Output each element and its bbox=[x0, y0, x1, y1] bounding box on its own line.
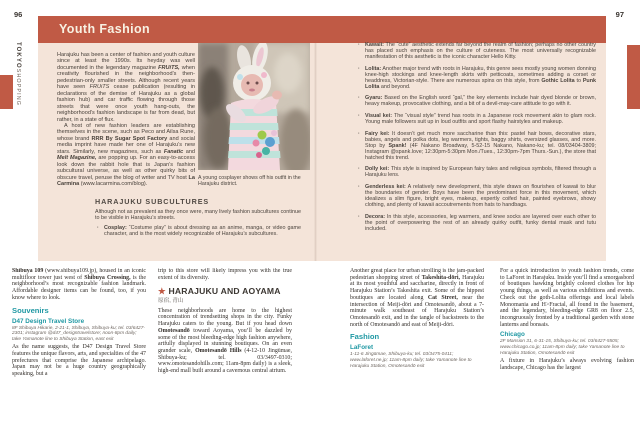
listing-info-chicago: 2F Mansion 31, 6-31-15, Shibuya-ku; tel. 03/6427-5505; www.chicago.co.jp; 11am-8pm daily; take Yamanote line to Harajuku Station, Omotesandō exit bbox=[500, 339, 625, 356]
style-item-lolita: · Lolita: Another major trend with roots in Harajuku, this genre sees mostly young women donning knee-high stockings and knee-length skirts with petticoats, sometimes adding a corset or headdress, Victorian-style. There are numerous spins on this style, from Gothic Lolita to Punk Lolita and beyond. bbox=[356, 66, 596, 90]
style-item-fairy-kei: · Fairy kei: It doesn’t get much more saccharine than this: pastel hair bows, decorative stars, babies, angels and polka dots, leg warmers, tights, baggy shirts, oversized glasses, and more. Stop by Spank! (4F Nakano Broadway, 5-52-15 Nakano, Nakano-ku; tel. 08/03404-3809; Instagram @spank.love; 12:30pm-5:30pm Mon./Tues., 12:30pm-7pm Thurs.-Sun.), the store that hatched this trend. bbox=[356, 131, 596, 161]
section-heading-souvenirs: Souvenirs bbox=[12, 305, 49, 315]
body-paragraph: A fixture in Harajuku’s always evolving fashion landscape, Chicago has the largest bbox=[500, 358, 634, 371]
listing-info-laforet: 1-11-6 Jingūmae, Shibuya-ku; tel. 03/3475-0411; www.laforet.ne.jp; 11am-8pm daily; take Yamanote line to Harajuku Station, Omotesandō exit bbox=[350, 352, 472, 369]
chapter-tab-left bbox=[0, 75, 13, 109]
feature-title: Youth Fashion bbox=[59, 22, 151, 36]
listing-heading-laforet: LaForet bbox=[350, 344, 374, 352]
subcultures-list bbox=[95, 225, 301, 237]
cosplayer-photo bbox=[198, 43, 310, 170]
body-paragraph: As the name suggests, the D47 Design Travel Store features the unique flavors, arts, and specialties of the 47 prefectures that comprise the Japanese archipelago. Japan may not be a huge country geographically speaking, but a bbox=[12, 344, 146, 378]
intro-text-block bbox=[57, 52, 195, 188]
style-item-genderless-kei: · Genderless kei: A relatively new development, this style draws on flourishes of kawaii to blur the boundaries of gender. Boys have been the predominant force in this movement, which idealizes a slim figure, bright eyes, makeup, expertly coifed hair, painted eyebrows, showy clothing, and plenty of kawaii accoutrements from hats to handbags. bbox=[356, 184, 596, 208]
body-column-2 bbox=[158, 268, 292, 436]
subcultures-heading: HARAJUKU SUBCULTURES bbox=[95, 197, 210, 206]
intro-paragraph-1: Harajuku has been a center of fashion and youth culture since at least the 1990s. Its heyday was well documented in the legendary magazine FRUiTS, when creativity flourished in the neighborhood’s then-pedestrian-only smaller streets. Although recent years have seen FRUiTS cease publication (resulting in declarations of the demise of Harajuku as a global fashion hub) and car traffic flowing through those streets that were once youth hang-outs, the neighborhood’s fashion landscape is far from dead, but rather, in a state of flux. bbox=[57, 52, 195, 123]
intro-paragraph-2: A host of new fashion leaders are establishing themselves in the scene, such as Peco and Ailsa Rune, whose brand RRR By Sugar Spot Factory and social media imprint have made her one of Harajuku’s new stars. Similarly, new magazines, such as Fanatic and Melt Magazine, are popping up. For an easy-to-access look down the rabbit hole that is Japan’s fashion subcultural universe, as well as other quirky bits of obscure travel, peruse the blog of writer and TV host La Carmina (www.lacarmina.com/blog). bbox=[57, 122, 195, 188]
body-column-1 bbox=[12, 268, 146, 436]
listing-heading-chicago: Chicago bbox=[500, 331, 525, 339]
body-paragraph: trip to this store will likely impress you with the true extent of its diversity. bbox=[158, 268, 292, 281]
page-number-right: 97 bbox=[615, 10, 624, 19]
body-column-4 bbox=[500, 268, 634, 436]
body-column-3 bbox=[350, 268, 484, 436]
style-item-gyaru: · Gyaru: Based on the English word “gal,” the key elements include hair dyed blonde or brown, heavy makeup, provocative clothing, and a bit of a devil-may-care attitude to go with it. bbox=[356, 95, 596, 107]
cosplayer-photo-art bbox=[198, 43, 310, 170]
photo-caption: A young cosplayer shows off his outfit in the Harajuku district. bbox=[198, 175, 301, 188]
feature-box bbox=[38, 16, 606, 261]
style-item-decora: · Decora: In this style, accessories, leg warmers, and knee socks are layered over each other to the point of overpowering the rest of an already quirky outfit, funky dental mask and tutu included. bbox=[356, 214, 596, 232]
heading-text: HARAJUKU AND AOYAMA bbox=[168, 286, 281, 297]
style-item-kawaii: · Kawaii: The “cute” aesthetic extends far beyond the realm of fashion; perhaps no other country has placed such emphasis on the culture of cuteness. The most universally recognizable manifestation of this aesthetic is the iconic character Hello Kitty. bbox=[356, 42, 596, 60]
body-paragraph: These neighborhoods are home to the highest concentration of trendsetting shops in the city. Funky Harajuku caters to the young. But if you head down Omotesandō toward Aoyama, you’ll be dazzled by some of the most bleeding-edge high fashion anywhere, artfully displayed in stunning boutiques. On an even grander scale, Omotesandō Hills (4-12-10 Jingūmae, Shibuya-ku; tel. 03/3497-0310; www.omotesandohills.com; 11am-8pm daily) is a sleek, high-end mall built around a cavernous central atrium. bbox=[158, 307, 292, 375]
subcultures-section bbox=[95, 197, 301, 237]
style-item-visual-kei: · Visual kei: The “visual style” trend has roots in a Japanese rock movement akin to glam rock. Young male followers suit up in loud outfits and sport flashy hairstyles and makeup. bbox=[356, 113, 596, 125]
feature-title-bar bbox=[38, 16, 606, 43]
listing-info-d47: 8F Shibuya Hikarie, 2-21-1, Shibuya, Shibuya-ku; tel. 03/6427-2301; instagram @d47_designtravelstore; noon-8pm daily; take Yamanote line to Shibuya Station, east exit bbox=[12, 325, 145, 342]
body-paragraph: For a quick introduction to youth fashion trends, come to LaForet in Harajuku. Inside you’ll find a smorgasbord of boutiques hawking brightly colored clothes for hip young things, as well as various exhibitions and events. Check out the goth-Lolita offerings and local labels Monomania and H>Fractal, all found in the basement, and the legendary, bleeding-edge GR8 on floor 2.5, incongruously fronted by a traditional garden with stone lanterns and bonsais. bbox=[500, 268, 634, 328]
chapter-tab-right bbox=[627, 45, 640, 109]
style-item-cosplay: · Cosplay: “Costume play” is about dressing as an anime, manga, or video game character, and is the most widely recognizable of Harajuku’s subcultures. bbox=[95, 225, 301, 237]
subcultures-intro: Although not as prevalent as they once were, many lively fashion subcultures continue to be visible in Harajuku’s streets. bbox=[95, 209, 301, 222]
heading-harajuku-aoyama bbox=[158, 287, 292, 297]
spine-label-left bbox=[14, 42, 21, 106]
body-paragraph: Another great place for urban strolling is the jam-packed pedestrian shopping street of Takeshita-dōri, Harajuku at its most youthful and saccharine, directly in front of Harajuku Station’s Takeshita exit. Some of the hippest boutiques are located along Cat Street, near the intersection of Meiji-dōri and Omotesandō, about a 7-minute walk southeast of Harajuku Station’s Omotesandō exit, and in the tangle of backstreets to the north of Omotesandō and east of Meiji-dōri. bbox=[350, 268, 484, 328]
style-item-dolly-kei: · Dolly kei: This style is inspired by European fairy tales and religious symbols, filtered through a Harajuku lens. bbox=[356, 166, 596, 178]
star-icon: ★ bbox=[158, 286, 166, 297]
page-fold-shadow bbox=[314, 43, 317, 261]
body-paragraph: Shibuya 109 (www.shibuya109.jp), housed in an iconic multifloor tower just west of Shibuya Crossing, is the neighborhood’s most recognizable fashion landmark. Affordable designer items can be found, too, if you know where to look. bbox=[12, 268, 146, 301]
japanese-place-names: 原宿, 青山 bbox=[158, 298, 184, 304]
spine-chapter-title: SHOPPING bbox=[15, 68, 21, 106]
spine-book-title: TOKYO bbox=[15, 42, 21, 69]
listing-heading-d47: D47 Design Travel Store bbox=[12, 317, 85, 325]
section-heading-fashion: Fashion bbox=[350, 332, 380, 342]
fashion-styles-list bbox=[356, 42, 596, 237]
page-number-left: 96 bbox=[14, 10, 23, 19]
